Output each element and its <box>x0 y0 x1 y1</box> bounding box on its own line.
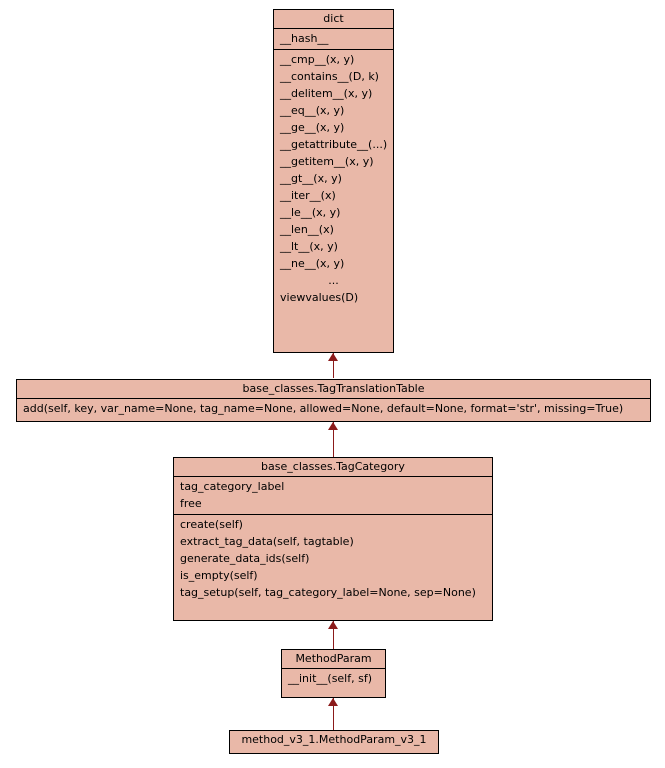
class-method-ellipsis: ... <box>328 274 339 287</box>
class-method: __contains__(D, k) <box>280 70 379 83</box>
class-method: generate_data_ids(self) <box>180 552 310 565</box>
class-method: viewvalues(D) <box>280 291 359 304</box>
class-title-dict: dict <box>323 12 344 25</box>
class-method: create(self) <box>180 518 243 531</box>
class-method: is_empty(self) <box>180 569 258 582</box>
class-method: __ge__(x, y) <box>280 121 345 134</box>
class-box-methodparam-v3-1[interactable] <box>229 730 439 754</box>
class-method: __eq__(x, y) <box>280 104 345 117</box>
class-box-tagtranslationtable[interactable] <box>16 379 651 422</box>
class-attribute: __hash__ <box>280 32 329 45</box>
generalization-arrowhead <box>328 698 338 706</box>
class-box-methodparam[interactable] <box>281 649 386 698</box>
generalization-arrowhead <box>328 353 338 361</box>
edge-tagtranslationtable-to-dict <box>333 353 334 378</box>
class-methods-tagcategory <box>174 514 492 603</box>
class-method: tag_setup(self, tag_category_label=None, sep=None) <box>180 586 476 599</box>
class-title-tagcategory: base_classes.TagCategory <box>261 460 405 473</box>
class-method: __cmp__(x, y) <box>280 53 355 66</box>
class-title-methodparam: MethodParam <box>295 652 372 665</box>
class-attributes-tagcategory <box>174 476 492 514</box>
class-box-dict[interactable] <box>273 9 394 353</box>
class-title-methodparam-v3-1: method_v3_1.MethodParam_v3_1 <box>241 733 427 746</box>
class-attributes-dict <box>274 28 393 49</box>
class-method: __len__(x) <box>280 223 334 236</box>
class-method: extract_tag_data(self, tagtable) <box>180 535 354 548</box>
class-method: __init__(self, sf) <box>288 672 373 685</box>
edge-methodparam-to-tagcategory <box>333 621 334 649</box>
class-method: __le__(x, y) <box>280 206 341 219</box>
class-attribute: tag_category_label <box>180 480 285 493</box>
class-method: __getitem__(x, y) <box>280 155 374 168</box>
class-method: __delitem__(x, y) <box>280 87 373 100</box>
class-methods-tagtranslationtable <box>17 398 650 419</box>
generalization-arrowhead <box>328 422 338 430</box>
class-method: __iter__(x) <box>280 189 336 202</box>
class-methods-dict <box>274 49 393 308</box>
class-method: __getattribute__(...) <box>280 138 388 151</box>
class-title-tagtranslationtable: base_classes.TagTranslationTable <box>242 382 425 395</box>
class-methods-methodparam <box>282 668 385 689</box>
generalization-arrowhead <box>328 621 338 629</box>
class-method: add(self, key, var_name=None, tag_name=None, allowed=None, default=None, format='str', missing=True) <box>23 402 624 415</box>
class-method: __gt__(x, y) <box>280 172 342 185</box>
class-method: __lt__(x, y) <box>280 240 338 253</box>
class-method: __ne__(x, y) <box>280 257 345 270</box>
class-attribute: free <box>180 497 202 510</box>
class-box-tagcategory[interactable] <box>173 457 493 621</box>
edge-tagcategory-to-tagtranslationtable <box>333 422 334 457</box>
edge-methodparam-v3-1-to-methodparam <box>333 698 334 730</box>
